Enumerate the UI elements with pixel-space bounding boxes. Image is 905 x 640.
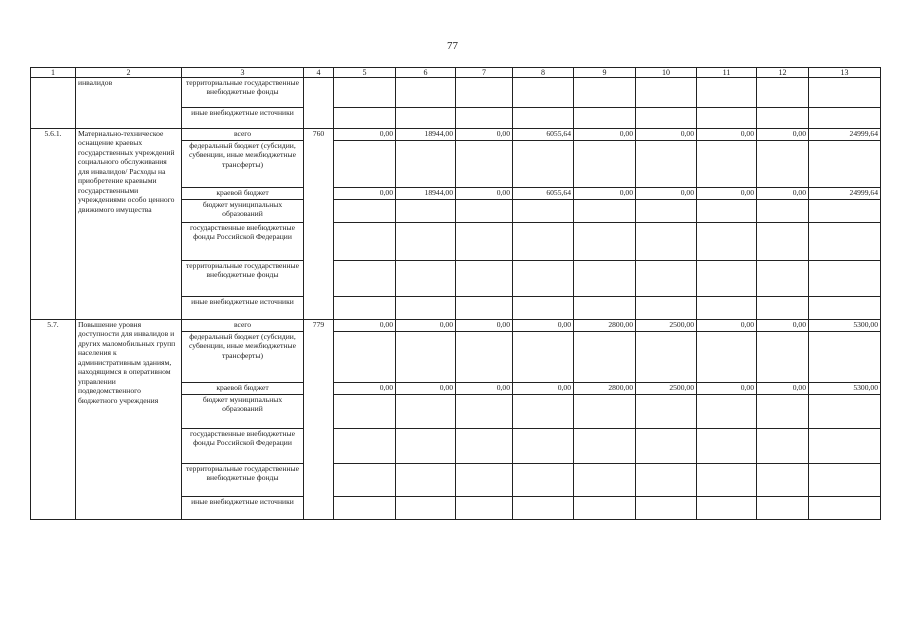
value-cell — [396, 464, 456, 497]
value-cell — [574, 141, 636, 188]
value-cell — [334, 464, 396, 497]
funding-source-cell: территориальные государственные внебюджетные фонды — [182, 261, 304, 297]
value-cell — [513, 464, 574, 497]
value-cell — [697, 223, 757, 261]
value-cell — [456, 78, 513, 108]
value-cell: 0,00 — [697, 383, 757, 395]
value-cell: 0,00 — [757, 188, 809, 200]
value-cell — [636, 332, 697, 383]
value-cell — [396, 497, 456, 520]
value-cell — [513, 429, 574, 464]
value-cell — [697, 429, 757, 464]
funding-source-cell: всего — [182, 129, 304, 141]
value-cell — [396, 261, 456, 297]
value-cell — [636, 395, 697, 429]
value-cell — [809, 108, 881, 129]
funding-source-cell: иные внебюджетные источники — [182, 108, 304, 129]
value-cell — [697, 464, 757, 497]
value-cell — [574, 78, 636, 108]
value-cell: 0,00 — [334, 129, 396, 141]
value-cell: 2500,00 — [636, 383, 697, 395]
value-cell: 0,00 — [636, 188, 697, 200]
funding-source-cell: иные внебюджетные источники — [182, 297, 304, 320]
value-cell: 0,00 — [757, 383, 809, 395]
value-cell — [757, 141, 809, 188]
value-cell: 0,00 — [513, 383, 574, 395]
funding-source-cell: иные внебюджетные источники — [182, 497, 304, 520]
value-cell: 0,00 — [334, 188, 396, 200]
value-cell — [513, 223, 574, 261]
value-cell — [334, 395, 396, 429]
funding-source-cell: государственные внебюджетные фонды Российской Федерации — [182, 429, 304, 464]
header-row — [31, 68, 881, 78]
value-cell — [513, 200, 574, 223]
value-cell — [456, 200, 513, 223]
value-cell: 2800,00 — [574, 320, 636, 332]
value-cell — [636, 223, 697, 261]
value-cell — [697, 261, 757, 297]
value-cell: 0,00 — [456, 129, 513, 141]
value-cell — [636, 261, 697, 297]
value-cell — [697, 395, 757, 429]
value-cell — [513, 78, 574, 108]
table-row — [31, 78, 881, 108]
item-index-cell — [31, 78, 76, 129]
value-cell — [334, 78, 396, 108]
value-cell — [757, 200, 809, 223]
value-cell — [757, 108, 809, 129]
column-header: 4 — [304, 68, 334, 78]
value-cell — [757, 429, 809, 464]
item-index-cell: 5.7. — [31, 320, 76, 520]
column-header: 7 — [456, 68, 513, 78]
column-header: 3 — [182, 68, 304, 78]
value-cell — [809, 261, 881, 297]
value-cell: 0,00 — [697, 320, 757, 332]
value-cell — [697, 141, 757, 188]
value-cell — [456, 297, 513, 320]
value-cell — [697, 108, 757, 129]
value-cell — [757, 261, 809, 297]
value-cell — [809, 429, 881, 464]
value-cell — [809, 223, 881, 261]
page-number: 77 — [447, 40, 458, 52]
value-cell: 0,00 — [513, 320, 574, 332]
value-cell — [396, 108, 456, 129]
code-cell: 779 — [304, 320, 334, 520]
code-cell — [304, 78, 334, 129]
column-header: 13 — [809, 68, 881, 78]
value-cell — [334, 497, 396, 520]
funding-source-cell: государственные внебюджетные фонды Российской Федерации — [182, 223, 304, 261]
column-header: 2 — [76, 68, 182, 78]
value-cell — [456, 332, 513, 383]
value-cell: 0,00 — [574, 188, 636, 200]
value-cell — [456, 141, 513, 188]
value-cell — [574, 429, 636, 464]
value-cell — [809, 464, 881, 497]
value-cell — [513, 141, 574, 188]
value-cell: 18944,00 — [396, 188, 456, 200]
value-cell — [697, 78, 757, 108]
value-cell — [574, 200, 636, 223]
value-cell — [334, 332, 396, 383]
value-cell: 0,00 — [396, 320, 456, 332]
value-cell: 0,00 — [334, 383, 396, 395]
value-cell — [334, 200, 396, 223]
value-cell — [456, 223, 513, 261]
value-cell — [697, 200, 757, 223]
value-cell — [757, 497, 809, 520]
value-cell — [396, 395, 456, 429]
table-row — [31, 129, 881, 141]
value-cell — [396, 141, 456, 188]
value-cell: 0,00 — [456, 383, 513, 395]
budget-table — [30, 67, 881, 520]
value-cell — [809, 332, 881, 383]
value-cell: 0,00 — [456, 188, 513, 200]
value-cell — [396, 223, 456, 261]
value-cell — [809, 200, 881, 223]
value-cell: 0,00 — [697, 188, 757, 200]
column-header: 6 — [396, 68, 456, 78]
value-cell — [636, 108, 697, 129]
value-cell — [636, 429, 697, 464]
column-header: 12 — [757, 68, 809, 78]
funding-source-cell: краевой бюджет — [182, 188, 304, 200]
value-cell — [809, 141, 881, 188]
item-name-cell: инвалидов — [76, 78, 182, 129]
value-cell — [757, 395, 809, 429]
value-cell — [334, 223, 396, 261]
value-cell — [757, 464, 809, 497]
value-cell — [513, 261, 574, 297]
value-cell — [636, 297, 697, 320]
value-cell — [809, 78, 881, 108]
funding-source-cell: бюджет муниципальных образований — [182, 395, 304, 429]
value-cell — [334, 297, 396, 320]
item-index-cell: 5.6.1. — [31, 129, 76, 320]
value-cell — [574, 395, 636, 429]
value-cell — [334, 261, 396, 297]
item-name-cell: Материально-техническое оснащение краевых государственных учреждений социального обслуживания для инвалидов/ Расходы на приобретение краевыми государственными учреждениями особо ценного движимого имущества — [76, 129, 182, 320]
funding-source-cell: федеральный бюджет (субсидии, субвенции, иные межбюджетные трансферты) — [182, 332, 304, 383]
value-cell — [456, 429, 513, 464]
value-cell — [697, 332, 757, 383]
value-cell — [396, 200, 456, 223]
value-cell — [757, 332, 809, 383]
value-cell — [334, 141, 396, 188]
funding-source-cell: бюджет муниципальных образований — [182, 200, 304, 223]
value-cell: 2500,00 — [636, 320, 697, 332]
column-header: 1 — [31, 68, 76, 78]
value-cell — [574, 223, 636, 261]
value-cell: 0,00 — [396, 383, 456, 395]
value-cell — [334, 429, 396, 464]
value-cell — [574, 297, 636, 320]
value-cell — [697, 297, 757, 320]
value-cell — [636, 464, 697, 497]
value-cell: 0,00 — [456, 320, 513, 332]
value-cell — [513, 108, 574, 129]
value-cell — [456, 261, 513, 297]
value-cell — [636, 497, 697, 520]
value-cell — [636, 78, 697, 108]
value-cell — [396, 297, 456, 320]
column-header: 9 — [574, 68, 636, 78]
value-cell: 0,00 — [697, 129, 757, 141]
value-cell — [809, 297, 881, 320]
value-cell — [456, 395, 513, 429]
value-cell: 18944,00 — [396, 129, 456, 141]
value-cell — [334, 108, 396, 129]
value-cell — [574, 464, 636, 497]
column-header: 8 — [513, 68, 574, 78]
value-cell — [456, 497, 513, 520]
value-cell: 2800,00 — [574, 383, 636, 395]
value-cell — [697, 497, 757, 520]
funding-source-cell: краевой бюджет — [182, 383, 304, 395]
funding-source-cell: федеральный бюджет (субсидии, субвенции, иные межбюджетные трансферты) — [182, 141, 304, 188]
value-cell — [456, 108, 513, 129]
funding-source-cell: территориальные государственные внебюджетные фонды — [182, 464, 304, 497]
value-cell — [757, 297, 809, 320]
funding-source-cell: территориальные государственные внебюджетные фонды — [182, 78, 304, 108]
value-cell — [809, 497, 881, 520]
value-cell: 0,00 — [636, 129, 697, 141]
value-cell — [757, 223, 809, 261]
value-cell — [574, 108, 636, 129]
value-cell — [574, 497, 636, 520]
value-cell — [809, 395, 881, 429]
value-cell — [574, 261, 636, 297]
value-cell: 24999,64 — [809, 129, 881, 141]
column-header: 10 — [636, 68, 697, 78]
value-cell: 5300,00 — [809, 383, 881, 395]
value-cell — [513, 332, 574, 383]
table-row — [31, 320, 881, 332]
value-cell — [513, 297, 574, 320]
value-cell: 0,00 — [757, 129, 809, 141]
column-header: 5 — [334, 68, 396, 78]
value-cell: 0,00 — [757, 320, 809, 332]
value-cell — [574, 332, 636, 383]
funding-source-cell: всего — [182, 320, 304, 332]
value-cell: 5300,00 — [809, 320, 881, 332]
column-header: 11 — [697, 68, 757, 78]
code-cell: 760 — [304, 129, 334, 320]
value-cell — [513, 497, 574, 520]
value-cell: 0,00 — [574, 129, 636, 141]
value-cell — [396, 429, 456, 464]
value-cell: 6055,64 — [513, 129, 574, 141]
value-cell — [757, 78, 809, 108]
value-cell: 24999,64 — [809, 188, 881, 200]
value-cell — [396, 332, 456, 383]
value-cell — [456, 464, 513, 497]
value-cell — [513, 395, 574, 429]
value-cell: 0,00 — [334, 320, 396, 332]
value-cell — [636, 200, 697, 223]
value-cell — [396, 78, 456, 108]
value-cell — [636, 141, 697, 188]
item-name-cell: Повышение уровня доступности для инвалидов и других маломобильных групп населения к административным зданиям, находящимся в оперативном управлении подведомственного бюджетного учреждения — [76, 320, 182, 520]
value-cell: 6055,64 — [513, 188, 574, 200]
